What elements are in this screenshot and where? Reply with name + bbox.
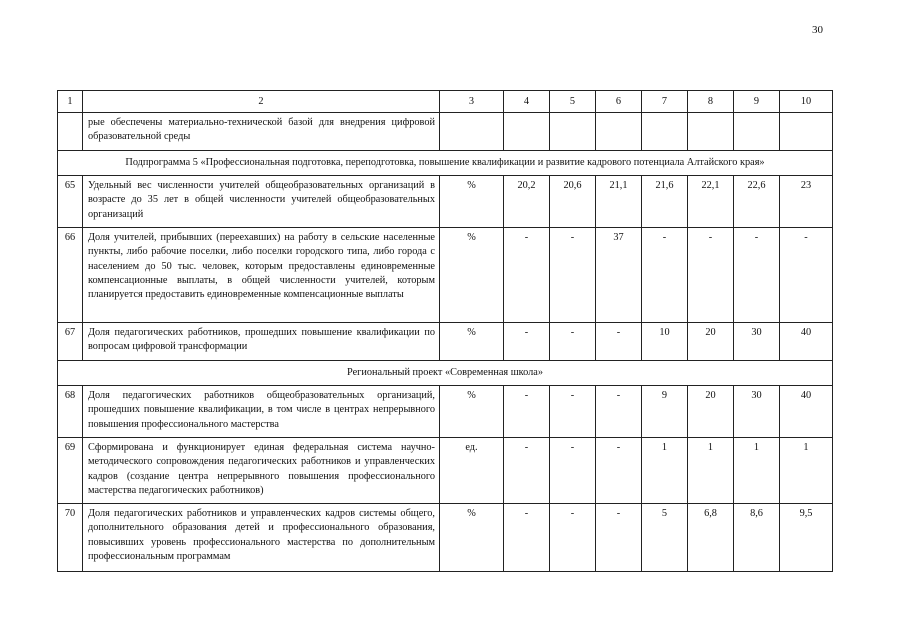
table-row [58,323,833,361]
value-cell: 9 [642,386,688,438]
value-cell: 8,6 [734,504,780,572]
value-cell: - [504,386,550,438]
row-number-cell [58,113,83,151]
row-unit: % [440,504,504,572]
value-cell: - [596,323,642,361]
value-cell: 22,6 [734,176,780,228]
value-cell [642,113,688,151]
value-cell [440,113,504,151]
row-number: 65 [58,176,83,228]
header-cell: 3 [440,91,504,113]
page-number: 30 [812,24,823,36]
row-unit: % [440,176,504,228]
row-description: Доля педагогических работников общеобразовательных организаций, прошедших повышение квалификации, в том числе в центрах непрерывного повышения профессионального мастерства [83,386,440,438]
value-cell: 1 [734,438,780,504]
value-cell [688,113,734,151]
row-number: 66 [58,228,83,323]
value-cell: - [596,504,642,572]
value-cell: - [550,504,596,572]
row-number: 69 [58,438,83,504]
value-cell: 20,2 [504,176,550,228]
section-title: Подпрограмма 5 «Профессиональная подготовка, переподготовка, повышение квалификации и развитие кадрового потенциала Алтайского края» [58,151,833,176]
row-description: Удельный вес численности учителей общеобразовательных организаций в возрасте до 35 лет в общей численности учителей общеобразовательных организаций [83,176,440,228]
table-row [58,504,833,572]
value-cell: 40 [780,386,833,438]
row-description: Доля педагогических работников и управленческих кадров системы общего, дополнительного образования детей и профессионального образования, повысивших уровень профессионального мастерства по дополнительным профессиональным программам [83,504,440,572]
section-row [58,151,833,176]
header-cell: 5 [550,91,596,113]
value-cell [734,113,780,151]
row-number: 70 [58,504,83,572]
value-cell: - [550,228,596,323]
value-cell: - [550,323,596,361]
value-cell: 1 [780,438,833,504]
value-cell [596,113,642,151]
header-cell: 7 [642,91,688,113]
value-cell: 22,1 [688,176,734,228]
row-description: Доля учителей, прибывших (переехавших) на работу в сельские населенные пункты, либо рабочие поселки, либо поселки городского типа, либо города с населением до 50 тыс. человек, которым предоставлены единовременные компенсационные выплаты, в общей численности учителей, которым планируется предоставить единовременные компенсационные выплаты [83,228,440,323]
row-description: Доля педагогических работников, прошедших повышение квалификации по вопросам цифровой трансформации [83,323,440,361]
header-cell: 1 [58,91,83,113]
header-cell: 10 [780,91,833,113]
table-row [58,176,833,228]
value-cell: 30 [734,323,780,361]
value-cell: - [780,228,833,323]
value-cell: - [596,438,642,504]
header-cell: 2 [83,91,440,113]
value-cell: 21,6 [642,176,688,228]
value-cell: - [504,504,550,572]
value-cell: - [642,228,688,323]
value-cell: 23 [780,176,833,228]
row-unit: ед. [440,438,504,504]
section-row [58,361,833,386]
value-cell: - [504,323,550,361]
value-cell: 5 [642,504,688,572]
value-cell [780,113,833,151]
row-description: рые обеспечены материально-технической базой для внедрения цифровой образовательной среды [83,113,440,151]
value-cell: - [504,438,550,504]
value-cell: 1 [642,438,688,504]
value-cell: - [596,386,642,438]
value-cell: 20 [688,386,734,438]
table-header-row [58,91,833,113]
value-cell: 40 [780,323,833,361]
row-number: 67 [58,323,83,361]
value-cell: - [550,386,596,438]
value-cell: 9,5 [780,504,833,572]
value-cell: 6,8 [688,504,734,572]
value-cell: 20 [688,323,734,361]
row-unit: % [440,323,504,361]
header-cell: 8 [688,91,734,113]
value-cell: 1 [688,438,734,504]
value-cell: - [504,228,550,323]
value-cell: 37 [596,228,642,323]
row-number: 68 [58,386,83,438]
table-row [58,438,833,504]
value-cell: - [550,438,596,504]
header-cell: 6 [596,91,642,113]
indicators-table [57,90,833,572]
row-unit: % [440,228,504,323]
value-cell [550,113,596,151]
value-cell: 30 [734,386,780,438]
section-title: Региональный проект «Современная школа» [58,361,833,386]
row-description: Сформирована и функционирует единая федеральная система научно-методического сопровождения педагогических работников и управленческих кадров (создание центра непрерывного повышения профессионального мастерства педагогических работников) [83,438,440,504]
row-unit: % [440,386,504,438]
table-row [58,386,833,438]
value-cell [504,113,550,151]
value-cell: 20,6 [550,176,596,228]
value-cell: 10 [642,323,688,361]
value-cell: - [734,228,780,323]
value-cell: 21,1 [596,176,642,228]
continuation-row [58,113,833,151]
value-cell: - [688,228,734,323]
table-row [58,228,833,323]
header-cell: 9 [734,91,780,113]
header-cell: 4 [504,91,550,113]
